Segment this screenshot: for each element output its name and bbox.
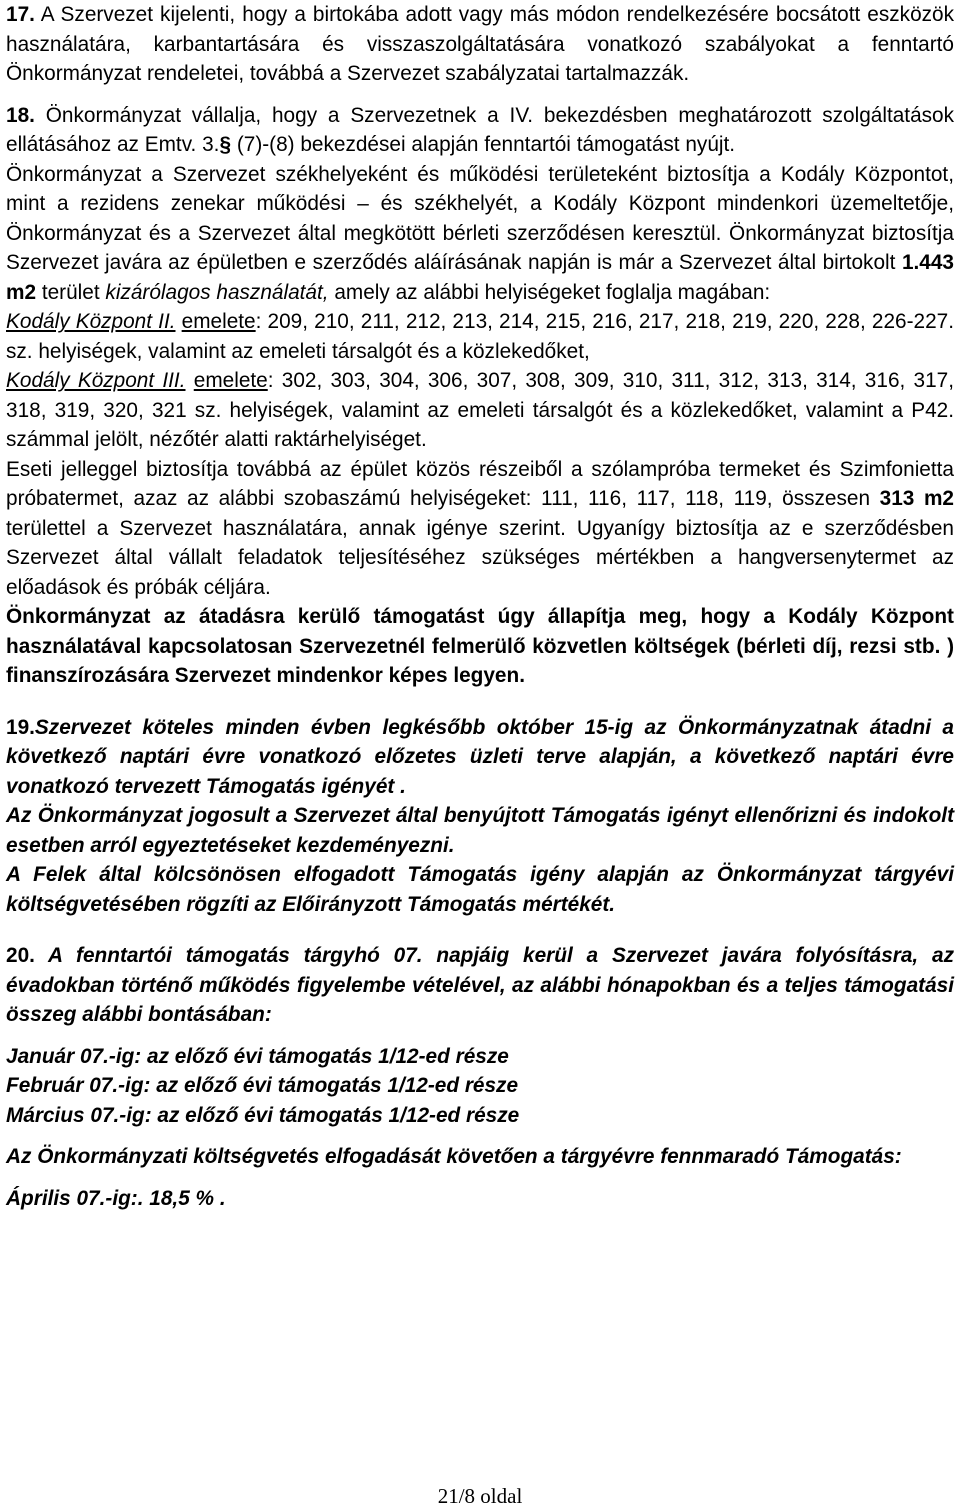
building-floor-label: Kodály Központ III. [6,369,186,392]
floor-label: emelete [181,310,256,333]
section-19-budget: A Felek által kölcsönösen elfogadott Támogatás igény alapján az Önkormányzat tárgyévi költségvetésében rögzíti az Előirányzott Támogatás mértékét. [6,863,954,916]
section-18-intro [6,101,954,160]
section-text: A Szervezet kijelenti, hogy a birtokába adott vagy más módon rendelkezésére bocsátott eszközök használatára, karbantartására és visszaszolgáltatására vonatkozó szabályokat a fenntartó Önkormányzat rendeletei, továbbá a Szervezet szabályzatai tartalmazzák. [6,3,954,85]
paragraph-text: amely az alábbi helyiségeket foglalja magában: [328,280,771,304]
section-text: A fenntartói támogatás tárgyhó 07. napjáig kerül a Szervezet javára folyósításra, az évadokban történő működés figyelembe vételével, az alábbi hónapokban és a teljes támogatási összeg alábbi bontásában: [6,944,954,1026]
area-value: 1.443 m2 [6,251,954,304]
section-number: 19. [6,715,35,739]
section-text: Önkormányzat vállalja, hogy a Szervezetnek a IV. bekezdésben meghatározott szolgáltatások ellátásához az Emtv. 3. [6,103,954,156]
section-text: Szervezet köteles minden évben legkésőbb október 15-ig az Önkormányzatnak átadni a következő naptári évre vonatkozó előzetes üzleti terve alapján, a következő naptári évre vonatkozó tervezett Támogatás igényét . [6,715,954,798]
month-february: Február 07.-ig: az előző évi támogatás 1/12-ed része [6,1074,519,1097]
paragraph-text: terület [36,280,106,304]
floor-label: emelete [193,369,268,392]
section-text: (7)-(8) bekezdései alapján fenntartói támogatást nyújt. [231,133,736,156]
paragraph-text: Önkormányzat a Szervezet székhelyeként és működési területeként biztosítja a Kodály Központot, mint a rezidens zenekar működési – és székhelyét, a Kodály Központ mindenkori üzemeltetője, Önkormányzat és a Szervezet által megkötött bérleti szerződésen keresztül. Önkormányzat biztosítja Szervezet javára az épületben e szerződés aláírásának napján is már a Szervezet által birtokolt [6,162,954,274]
section-18-occasional [6,455,954,603]
building-floor-label: Kodály Központ II. [6,310,176,333]
section-18-floor-2 [6,307,954,366]
page-number: 21/8 oldal [437,1484,523,1508]
section-number: 18. [6,103,35,127]
paragraph-text: területtel a Szervezet használatára, annak igénye szerint. Ugyanígy biztosítja az e szerződésben Szervezet által vállalt feladatok teljesítéséhez szükséges mértékben a hangversenytermet az előadások és próbák céljára. [6,516,954,599]
section-number: 20. [6,944,35,967]
remaining-support: Az Önkormányzati költségvetés elfogadását követően a tárgyévre fennmaradó Támogatás: [6,1145,902,1168]
section-18-floor-3 [6,366,954,455]
month-january: Január 07.-ig: az előző évi támogatás 1/12-ed része [6,1044,509,1068]
paragraph-text: Eseti jelleggel biztosítja továbbá az épület közös részeiből a szólampróba termeket és Szimfonietta próbatermet, azaz az alábbi szobaszámú helyiségeket: 111, 116, 117, 118, 119, összesen [6,457,954,510]
month-march: Március 07.-ig: az előző évi támogatás 1/12-ed része [6,1103,520,1127]
section-18-support: Önkormányzat az átadásra kerülő támogatást úgy állapítja meg, hogy a Kodály Központ használatával kapcsolatosan Szervezetnél felmerülő közvetlen költségek (bérleti díj, rezsi stb. ) finanszírozására Szervezet mindenkor képes legyen. [6,605,954,687]
section-number: 17. [6,3,35,26]
section-20 [6,941,954,1030]
section-19 [6,713,954,802]
document-page [6,0,954,1213]
room-list: : 302, 303, 304, 306, 307, 308, 309, 310, 311, 312, 313, 314, 316, 317, 318, 319, 320, 321 sz. helyiségek, valamint az emeleti társalgót és a közlekedőket, valamint a P42. számmal jelölt, nézőtér alatti raktárhelyiséget. [6,369,954,451]
area-value: 313 m2 [879,487,954,510]
section-19-check: Az Önkormányzat jogosult a Szervezet által benyújtott Támogatás igényt ellenőrizni és indokolt esetben arról egyeztetéseket kezdeményezni. [6,804,954,857]
paragraph-sign: § [219,133,232,156]
section-18-premises [6,160,954,308]
month-april: Április 07.-ig:. 18,5 % . [6,1186,226,1210]
exclusive-use: kizárólagos használatát, [105,280,329,304]
section-17 [6,0,954,89]
room-list: : 209, 210, 211, 212, 213, 214, 215, 216, 217, 218, 219, 220, 228, 226-227. sz. helyiségek, valamint az emeleti társalgót és a közlekedőket, [6,310,954,363]
